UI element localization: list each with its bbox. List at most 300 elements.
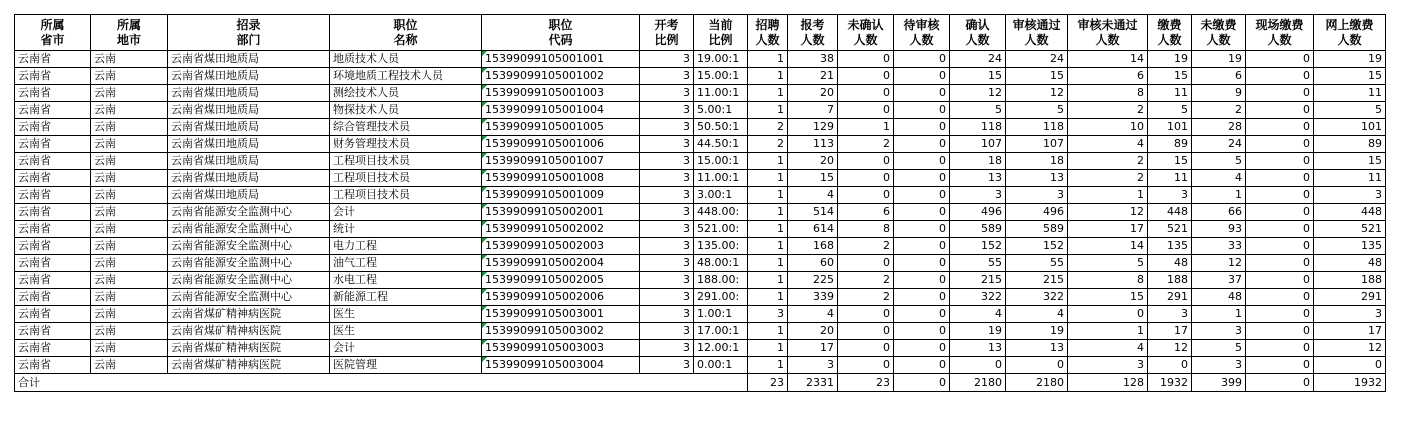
table-cell[interactable]: 地质技术人员 xyxy=(330,51,482,68)
column-header[interactable] xyxy=(640,15,694,51)
table-cell[interactable]: 21 xyxy=(788,68,838,85)
table-cell[interactable]: 521.00: xyxy=(694,221,748,238)
column-header[interactable] xyxy=(894,15,950,51)
table-cell[interactable]: 云南 xyxy=(91,51,168,68)
table-cell[interactable]: 15399099105002003 xyxy=(482,238,640,255)
table-cell[interactable]: 0 xyxy=(1246,153,1314,170)
table-cell[interactable]: 1 xyxy=(1068,323,1148,340)
table-cell[interactable]: 118 xyxy=(1006,119,1068,136)
total-cell[interactable]: 2180 xyxy=(1006,374,1068,392)
table-cell[interactable]: 0 xyxy=(838,340,894,357)
table-cell[interactable]: 0 xyxy=(838,255,894,272)
table-cell[interactable]: 37 xyxy=(1192,272,1246,289)
table-cell[interactable]: 2 xyxy=(838,289,894,306)
column-header[interactable] xyxy=(838,15,894,51)
table-cell[interactable]: 云南省 xyxy=(15,204,91,221)
table-cell[interactable]: 118 xyxy=(950,119,1006,136)
table-cell[interactable]: 1.00:1 xyxy=(694,306,748,323)
table-cell[interactable]: 15399099105003004 xyxy=(482,357,640,374)
table-cell[interactable]: 云南省 xyxy=(15,153,91,170)
table-cell[interactable]: 12 xyxy=(1068,204,1148,221)
table-cell[interactable]: 12 xyxy=(1148,340,1192,357)
table-cell[interactable]: 15 xyxy=(1148,153,1192,170)
table-cell[interactable]: 云南 xyxy=(91,153,168,170)
table-cell[interactable]: 云南省 xyxy=(15,85,91,102)
column-header[interactable] xyxy=(1192,15,1246,51)
column-header[interactable] xyxy=(748,15,788,51)
table-cell[interactable]: 0 xyxy=(1246,136,1314,153)
table-cell[interactable]: 云南 xyxy=(91,255,168,272)
table-cell[interactable]: 云南 xyxy=(91,102,168,119)
table-cell[interactable]: 448 xyxy=(1314,204,1386,221)
column-header[interactable] xyxy=(91,15,168,51)
table-cell[interactable]: 云南省 xyxy=(15,289,91,306)
table-cell[interactable]: 云南省煤田地质局 xyxy=(168,102,330,119)
table-cell[interactable]: 0 xyxy=(838,357,894,374)
table-cell[interactable]: 云南 xyxy=(91,340,168,357)
table-cell[interactable]: 17 xyxy=(788,340,838,357)
table-cell[interactable]: 云南 xyxy=(91,238,168,255)
table-cell[interactable]: 1 xyxy=(748,153,788,170)
table-cell[interactable]: 2 xyxy=(748,136,788,153)
table-cell[interactable]: 0 xyxy=(1246,187,1314,204)
table-cell[interactable]: 1 xyxy=(748,102,788,119)
table-cell[interactable]: 55 xyxy=(1006,255,1068,272)
table-cell[interactable]: 0 xyxy=(1314,357,1386,374)
table-cell[interactable]: 15.00:1 xyxy=(694,68,748,85)
table-cell[interactable]: 云南省 xyxy=(15,51,91,68)
table-cell[interactable]: 云南省能源安全监测中心 xyxy=(168,238,330,255)
table-cell[interactable]: 19 xyxy=(1192,51,1246,68)
table-cell[interactable]: 1 xyxy=(748,255,788,272)
table-cell[interactable]: 综合管理技术员 xyxy=(330,119,482,136)
table-cell[interactable]: 3 xyxy=(1068,357,1148,374)
table-cell[interactable]: 3 xyxy=(950,187,1006,204)
table-cell[interactable]: 0 xyxy=(1246,255,1314,272)
table-cell[interactable]: 514 xyxy=(788,204,838,221)
table-cell[interactable]: 5 xyxy=(1314,102,1386,119)
table-cell[interactable]: 云南 xyxy=(91,221,168,238)
table-cell[interactable]: 4 xyxy=(788,306,838,323)
total-cell[interactable]: 0 xyxy=(1246,374,1314,392)
table-cell[interactable]: 15399099105003001 xyxy=(482,306,640,323)
table-cell[interactable]: 12 xyxy=(950,85,1006,102)
table-cell[interactable]: 0 xyxy=(1148,357,1192,374)
table-cell[interactable]: 15399099105001007 xyxy=(482,153,640,170)
table-cell[interactable]: 44.50:1 xyxy=(694,136,748,153)
table-cell[interactable]: 3 xyxy=(640,204,694,221)
total-cell[interactable]: 1932 xyxy=(1314,374,1386,392)
table-cell[interactable]: 1 xyxy=(748,221,788,238)
table-cell[interactable]: 0 xyxy=(838,153,894,170)
table-cell[interactable]: 云南省煤矿精神病医院 xyxy=(168,323,330,340)
table-cell[interactable]: 0 xyxy=(1246,221,1314,238)
total-cell[interactable]: 2180 xyxy=(950,374,1006,392)
table-cell[interactable]: 云南省能源安全监测中心 xyxy=(168,289,330,306)
table-cell[interactable]: 0 xyxy=(1246,119,1314,136)
table-cell[interactable]: 云南省能源安全监测中心 xyxy=(168,204,330,221)
table-cell[interactable]: 1 xyxy=(748,272,788,289)
table-cell[interactable]: 8 xyxy=(838,221,894,238)
table-cell[interactable]: 云南 xyxy=(91,119,168,136)
table-cell[interactable]: 5 xyxy=(1192,153,1246,170)
table-cell[interactable]: 19 xyxy=(1006,323,1068,340)
table-cell[interactable]: 2 xyxy=(838,238,894,255)
table-cell[interactable]: 云南省 xyxy=(15,170,91,187)
table-cell[interactable]: 215 xyxy=(950,272,1006,289)
table-cell[interactable]: 101 xyxy=(1148,119,1192,136)
table-cell[interactable]: 云南省煤矿精神病医院 xyxy=(168,340,330,357)
table-cell[interactable]: 291 xyxy=(1148,289,1192,306)
table-cell[interactable]: 云南省 xyxy=(15,187,91,204)
table-cell[interactable]: 0 xyxy=(1246,85,1314,102)
table-cell[interactable]: 0 xyxy=(894,136,950,153)
table-cell[interactable]: 15.00:1 xyxy=(694,153,748,170)
table-cell[interactable]: 3 xyxy=(640,187,694,204)
table-cell[interactable]: 3 xyxy=(640,255,694,272)
table-cell[interactable]: 云南省 xyxy=(15,136,91,153)
table-cell[interactable]: 云南省煤田地质局 xyxy=(168,85,330,102)
table-cell[interactable]: 89 xyxy=(1314,136,1386,153)
table-cell[interactable]: 3 xyxy=(1006,187,1068,204)
table-cell[interactable]: 3 xyxy=(640,119,694,136)
table-cell[interactable]: 15 xyxy=(1068,289,1148,306)
table-cell[interactable]: 云南省 xyxy=(15,255,91,272)
table-cell[interactable]: 19 xyxy=(1314,51,1386,68)
table-cell[interactable]: 12 xyxy=(1006,85,1068,102)
total-cell[interactable]: 2331 xyxy=(788,374,838,392)
table-cell[interactable]: 0 xyxy=(838,68,894,85)
table-cell[interactable]: 1 xyxy=(748,357,788,374)
table-cell[interactable]: 6 xyxy=(1192,68,1246,85)
table-cell[interactable]: 财务管理技术员 xyxy=(330,136,482,153)
table-cell[interactable]: 2 xyxy=(838,136,894,153)
table-cell[interactable]: 225 xyxy=(788,272,838,289)
table-cell[interactable]: 33 xyxy=(1192,238,1246,255)
table-cell[interactable]: 云南 xyxy=(91,323,168,340)
table-cell[interactable]: 3 xyxy=(1314,187,1386,204)
table-cell[interactable]: 0 xyxy=(894,357,950,374)
table-cell[interactable]: 3 xyxy=(640,51,694,68)
table-cell[interactable]: 0 xyxy=(894,204,950,221)
table-cell[interactable]: 13 xyxy=(950,340,1006,357)
table-cell[interactable]: 1 xyxy=(1192,187,1246,204)
table-cell[interactable]: 云南 xyxy=(91,136,168,153)
table-cell[interactable]: 0 xyxy=(1246,238,1314,255)
table-cell[interactable]: 4 xyxy=(1006,306,1068,323)
table-cell[interactable]: 3 xyxy=(640,68,694,85)
table-cell[interactable]: 0 xyxy=(894,272,950,289)
table-cell[interactable]: 20 xyxy=(788,323,838,340)
table-cell[interactable]: 电力工程 xyxy=(330,238,482,255)
table-cell[interactable]: 0 xyxy=(1246,272,1314,289)
table-cell[interactable]: 15399099105003002 xyxy=(482,323,640,340)
table-cell[interactable]: 工程项目技术员 xyxy=(330,153,482,170)
table-cell[interactable]: 2 xyxy=(1192,102,1246,119)
table-cell[interactable]: 5 xyxy=(950,102,1006,119)
table-cell[interactable]: 云南省煤田地质局 xyxy=(168,187,330,204)
table-cell[interactable]: 6 xyxy=(1068,68,1148,85)
table-cell[interactable]: 云南 xyxy=(91,272,168,289)
table-cell[interactable]: 18 xyxy=(1006,153,1068,170)
table-cell[interactable]: 0 xyxy=(894,187,950,204)
table-cell[interactable]: 云南省 xyxy=(15,323,91,340)
column-header[interactable] xyxy=(482,15,640,51)
table-cell[interactable]: 521 xyxy=(1148,221,1192,238)
table-cell[interactable]: 15399099105002001 xyxy=(482,204,640,221)
table-cell[interactable]: 云南 xyxy=(91,85,168,102)
table-cell[interactable]: 云南省煤矿精神病医院 xyxy=(168,357,330,374)
table-cell[interactable]: 15 xyxy=(1006,68,1068,85)
table-cell[interactable]: 129 xyxy=(788,119,838,136)
table-cell[interactable]: 19 xyxy=(950,323,1006,340)
table-cell[interactable]: 113 xyxy=(788,136,838,153)
column-header[interactable] xyxy=(788,15,838,51)
table-cell[interactable]: 8 xyxy=(1068,272,1148,289)
table-cell[interactable]: 15 xyxy=(788,170,838,187)
table-cell[interactable]: 101 xyxy=(1314,119,1386,136)
table-cell[interactable]: 0 xyxy=(838,306,894,323)
total-cell[interactable]: 1932 xyxy=(1148,374,1192,392)
table-cell[interactable]: 云南省煤田地质局 xyxy=(168,170,330,187)
table-cell[interactable]: 云南省煤田地质局 xyxy=(168,153,330,170)
table-cell[interactable]: 云南 xyxy=(91,170,168,187)
table-cell[interactable]: 188.00: xyxy=(694,272,748,289)
table-cell[interactable]: 0 xyxy=(1246,289,1314,306)
table-cell[interactable]: 2 xyxy=(1068,153,1148,170)
column-header[interactable] xyxy=(15,15,91,51)
table-cell[interactable]: 3 xyxy=(748,306,788,323)
table-cell[interactable]: 152 xyxy=(1006,238,1068,255)
table-cell[interactable]: 云南省 xyxy=(15,102,91,119)
table-cell[interactable]: 0 xyxy=(894,306,950,323)
table-cell[interactable]: 3 xyxy=(640,306,694,323)
table-cell[interactable]: 0 xyxy=(894,119,950,136)
table-cell[interactable]: 4 xyxy=(1068,340,1148,357)
table-cell[interactable]: 1 xyxy=(838,119,894,136)
table-cell[interactable]: 15399099105001006 xyxy=(482,136,640,153)
table-cell[interactable]: 3 xyxy=(640,357,694,374)
table-cell[interactable]: 0 xyxy=(894,170,950,187)
table-cell[interactable]: 1 xyxy=(1192,306,1246,323)
table-cell[interactable]: 11 xyxy=(1148,85,1192,102)
table-cell[interactable]: 云南 xyxy=(91,204,168,221)
table-cell[interactable]: 0 xyxy=(894,340,950,357)
table-cell[interactable]: 水电工程 xyxy=(330,272,482,289)
table-cell[interactable]: 12 xyxy=(1314,340,1386,357)
table-cell[interactable]: 5 xyxy=(1192,340,1246,357)
table-cell[interactable]: 107 xyxy=(950,136,1006,153)
table-cell[interactable]: 15399099105002004 xyxy=(482,255,640,272)
table-cell[interactable]: 3 xyxy=(640,85,694,102)
table-cell[interactable]: 322 xyxy=(1006,289,1068,306)
table-cell[interactable]: 0 xyxy=(894,238,950,255)
table-cell[interactable]: 215 xyxy=(1006,272,1068,289)
table-cell[interactable]: 1 xyxy=(748,187,788,204)
table-cell[interactable]: 448.00: xyxy=(694,204,748,221)
table-cell[interactable]: 3 xyxy=(1192,357,1246,374)
table-cell[interactable]: 0 xyxy=(838,102,894,119)
table-cell[interactable]: 7 xyxy=(788,102,838,119)
table-cell[interactable]: 云南省 xyxy=(15,119,91,136)
table-cell[interactable]: 12 xyxy=(1192,255,1246,272)
table-cell[interactable]: 0 xyxy=(1246,323,1314,340)
table-cell[interactable]: 3 xyxy=(640,289,694,306)
table-cell[interactable]: 15 xyxy=(950,68,1006,85)
column-header[interactable] xyxy=(330,15,482,51)
table-cell[interactable]: 24 xyxy=(950,51,1006,68)
table-cell[interactable]: 云南省 xyxy=(15,340,91,357)
column-header[interactable] xyxy=(1246,15,1314,51)
table-cell[interactable]: 13 xyxy=(950,170,1006,187)
table-cell[interactable]: 135 xyxy=(1314,238,1386,255)
table-cell[interactable]: 291.00: xyxy=(694,289,748,306)
table-cell[interactable]: 3 xyxy=(640,238,694,255)
table-cell[interactable]: 5 xyxy=(1006,102,1068,119)
table-cell[interactable]: 1 xyxy=(748,68,788,85)
table-cell[interactable]: 会计 xyxy=(330,204,482,221)
table-cell[interactable]: 48 xyxy=(1148,255,1192,272)
column-header[interactable] xyxy=(1068,15,1148,51)
table-cell[interactable]: 1 xyxy=(748,204,788,221)
table-cell[interactable]: 0 xyxy=(1246,357,1314,374)
table-cell[interactable]: 11 xyxy=(1314,85,1386,102)
column-header[interactable] xyxy=(950,15,1006,51)
table-cell[interactable]: 13 xyxy=(1006,170,1068,187)
table-cell[interactable]: 135 xyxy=(1148,238,1192,255)
total-cell[interactable]: 128 xyxy=(1068,374,1148,392)
table-cell[interactable]: 50.50:1 xyxy=(694,119,748,136)
table-cell[interactable]: 15399099105001009 xyxy=(482,187,640,204)
table-cell[interactable]: 3 xyxy=(1192,323,1246,340)
table-cell[interactable]: 9 xyxy=(1192,85,1246,102)
table-cell[interactable]: 0 xyxy=(1068,306,1148,323)
table-cell[interactable]: 48.00:1 xyxy=(694,255,748,272)
table-cell[interactable]: 云南省 xyxy=(15,306,91,323)
table-cell[interactable]: 5 xyxy=(1148,102,1192,119)
table-cell[interactable]: 322 xyxy=(950,289,1006,306)
table-cell[interactable]: 24 xyxy=(1192,136,1246,153)
table-cell[interactable]: 2 xyxy=(1068,170,1148,187)
table-cell[interactable]: 云南省 xyxy=(15,68,91,85)
table-cell[interactable]: 11.00:1 xyxy=(694,170,748,187)
table-cell[interactable]: 12.00:1 xyxy=(694,340,748,357)
table-cell[interactable]: 448 xyxy=(1148,204,1192,221)
table-cell[interactable]: 4 xyxy=(788,187,838,204)
table-cell[interactable]: 0 xyxy=(1246,170,1314,187)
table-cell[interactable]: 28 xyxy=(1192,119,1246,136)
table-cell[interactable]: 4 xyxy=(1068,136,1148,153)
table-cell[interactable]: 589 xyxy=(1006,221,1068,238)
table-cell[interactable]: 0 xyxy=(838,323,894,340)
table-cell[interactable]: 1 xyxy=(748,340,788,357)
table-cell[interactable]: 20 xyxy=(788,153,838,170)
table-cell[interactable]: 6 xyxy=(838,204,894,221)
table-cell[interactable]: 云南省煤田地质局 xyxy=(168,136,330,153)
table-cell[interactable]: 1 xyxy=(748,289,788,306)
table-cell[interactable]: 油气工程 xyxy=(330,255,482,272)
column-header[interactable] xyxy=(1006,15,1068,51)
table-cell[interactable]: 15399099105001004 xyxy=(482,102,640,119)
table-cell[interactable]: 13 xyxy=(1006,340,1068,357)
column-header[interactable] xyxy=(694,15,748,51)
table-cell[interactable]: 环境地质工程技术人员 xyxy=(330,68,482,85)
table-cell[interactable]: 新能源工程 xyxy=(330,289,482,306)
total-cell[interactable]: 23 xyxy=(838,374,894,392)
table-cell[interactable]: 会计 xyxy=(330,340,482,357)
total-cell[interactable]: 0 xyxy=(894,374,950,392)
table-cell[interactable]: 11.00:1 xyxy=(694,85,748,102)
table-cell[interactable]: 3.00:1 xyxy=(694,187,748,204)
table-cell[interactable]: 14 xyxy=(1068,238,1148,255)
table-cell[interactable]: 66 xyxy=(1192,204,1246,221)
table-cell[interactable]: 云南省 xyxy=(15,357,91,374)
table-cell[interactable]: 1 xyxy=(748,323,788,340)
table-cell[interactable]: 5 xyxy=(1068,255,1148,272)
table-cell[interactable]: 云南 xyxy=(91,68,168,85)
table-cell[interactable]: 云南省能源安全监测中心 xyxy=(168,272,330,289)
table-cell[interactable]: 2 xyxy=(838,272,894,289)
table-cell[interactable]: 0 xyxy=(894,221,950,238)
table-cell[interactable]: 93 xyxy=(1192,221,1246,238)
table-cell[interactable]: 496 xyxy=(950,204,1006,221)
table-cell[interactable]: 云南省 xyxy=(15,221,91,238)
table-cell[interactable]: 云南省煤田地质局 xyxy=(168,51,330,68)
table-cell[interactable]: 20 xyxy=(788,85,838,102)
table-cell[interactable]: 38 xyxy=(788,51,838,68)
table-cell[interactable]: 15399099105002002 xyxy=(482,221,640,238)
table-cell[interactable]: 测绘技术人员 xyxy=(330,85,482,102)
table-cell[interactable]: 1 xyxy=(748,85,788,102)
table-cell[interactable]: 135.00: xyxy=(694,238,748,255)
total-cell[interactable]: 399 xyxy=(1192,374,1246,392)
table-cell[interactable]: 0 xyxy=(894,153,950,170)
table-cell[interactable]: 3 xyxy=(1314,306,1386,323)
table-cell[interactable]: 3 xyxy=(1148,306,1192,323)
table-cell[interactable]: 48 xyxy=(1314,255,1386,272)
table-cell[interactable]: 15 xyxy=(1148,68,1192,85)
table-cell[interactable]: 17 xyxy=(1068,221,1148,238)
total-cell[interactable]: 23 xyxy=(748,374,788,392)
table-cell[interactable]: 496 xyxy=(1006,204,1068,221)
table-cell[interactable]: 15399099105001008 xyxy=(482,170,640,187)
table-cell[interactable]: 3 xyxy=(640,153,694,170)
table-cell[interactable]: 云南省能源安全监测中心 xyxy=(168,221,330,238)
table-cell[interactable]: 3 xyxy=(788,357,838,374)
table-cell[interactable]: 3 xyxy=(640,272,694,289)
table-cell[interactable]: 15 xyxy=(1314,68,1386,85)
table-cell[interactable]: 云南省 xyxy=(15,272,91,289)
table-cell[interactable]: 0 xyxy=(838,51,894,68)
table-cell[interactable]: 0.00:1 xyxy=(694,357,748,374)
table-cell[interactable]: 24 xyxy=(1006,51,1068,68)
table-cell[interactable]: 2 xyxy=(748,119,788,136)
table-cell[interactable]: 17 xyxy=(1314,323,1386,340)
table-cell[interactable]: 15399099105002005 xyxy=(482,272,640,289)
table-cell[interactable]: 0 xyxy=(894,51,950,68)
table-cell[interactable]: 0 xyxy=(1246,68,1314,85)
table-cell[interactable]: 3 xyxy=(640,221,694,238)
table-cell[interactable]: 0 xyxy=(838,187,894,204)
table-cell[interactable]: 521 xyxy=(1314,221,1386,238)
table-cell[interactable]: 55 xyxy=(950,255,1006,272)
table-cell[interactable]: 18 xyxy=(950,153,1006,170)
column-header[interactable] xyxy=(1148,15,1192,51)
table-cell[interactable]: 0 xyxy=(1246,306,1314,323)
table-cell[interactable]: 15399099105001001 xyxy=(482,51,640,68)
table-cell[interactable]: 19.00:1 xyxy=(694,51,748,68)
table-cell[interactable]: 589 xyxy=(950,221,1006,238)
